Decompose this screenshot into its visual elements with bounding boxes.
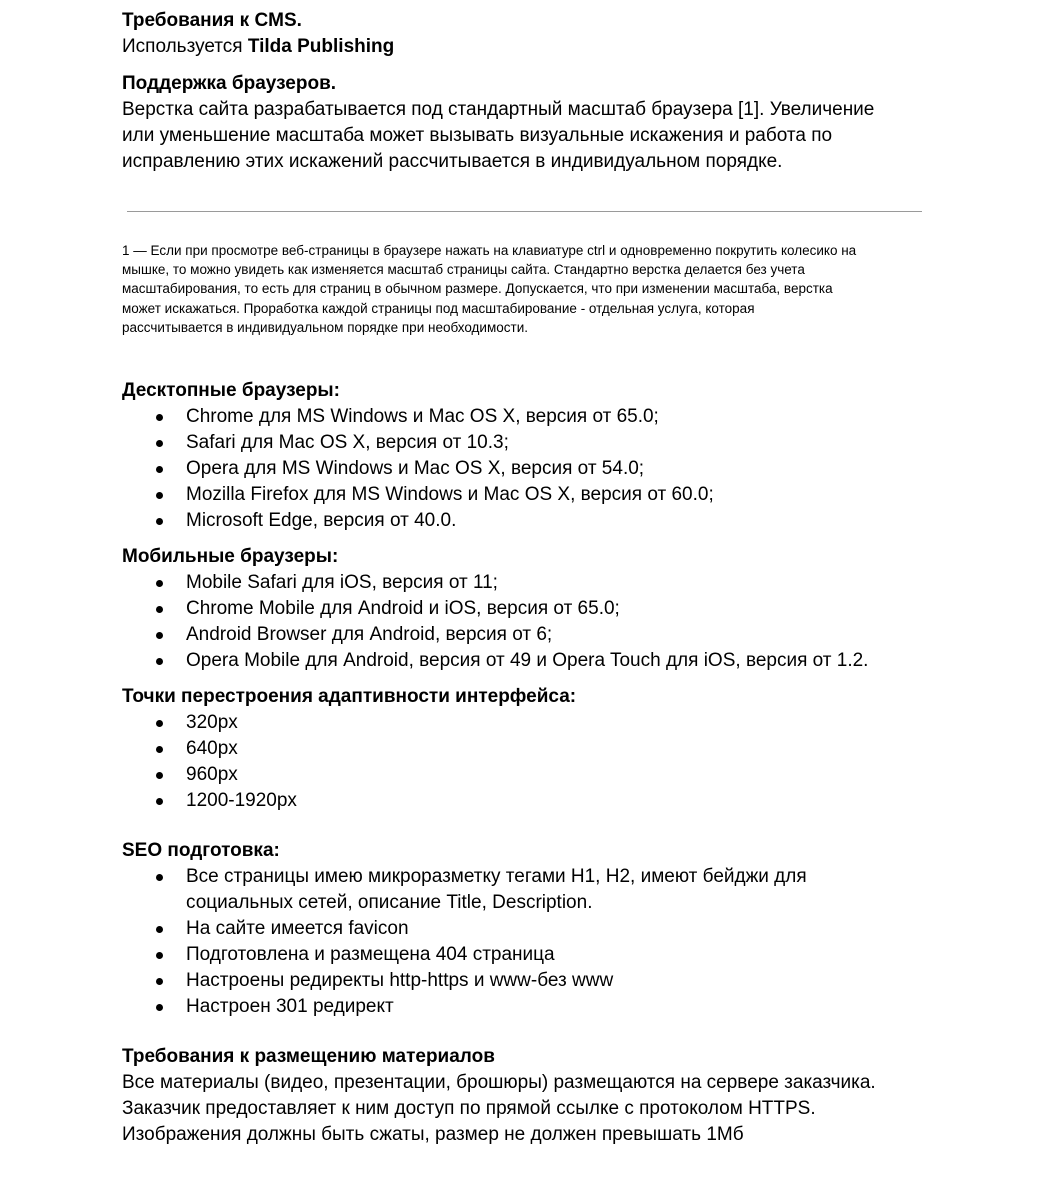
list-item: Safari для Mac OS X, версия от 10.3; — [122, 430, 922, 456]
list-item: Подготовлена и размещена 404 страница — [122, 942, 922, 968]
bullet-icon — [156, 518, 163, 525]
bullet-icon — [156, 874, 163, 881]
bullet-icon — [156, 580, 163, 587]
desktop-browsers-heading: Десктопные браузеры: — [122, 380, 340, 402]
list-item: Chrome для MS Windows и Mac OS X, версия от 65.0; — [122, 404, 922, 430]
footnote-line: может искажаться. Проработка каждой страницы под масштабирование - отдельная услуга, которая — [122, 300, 755, 316]
footnote-line: масштабирования, то есть для страниц в обычном размере. Допускается, что при изменении масштаба, верстка — [122, 281, 833, 297]
seo-list — [122, 864, 922, 1020]
desktop-browsers-list — [122, 404, 922, 534]
bullet-icon — [156, 658, 163, 665]
list-item: 320px — [122, 710, 922, 736]
browser-support-line: Верстка сайта разрабатывается под стандартный масштаб браузера [1]. Увеличение — [122, 99, 875, 120]
mobile-browsers-list — [122, 570, 922, 674]
document-page — [122, 8, 922, 1148]
list-item: Mobile Safari для iOS, версия от 11; — [122, 570, 922, 596]
list-item: Все страницы имею микроразметку тегами H1, H2, имеют бейджи для социальных сетей, описание Title, Description. — [122, 864, 922, 916]
bullet-icon — [156, 632, 163, 639]
list-item: 1200-1920px — [122, 788, 922, 814]
materials-line: Все материалы (видео, презентации, брошюры) размещаются на сервере заказчика. — [122, 1072, 876, 1094]
bullet-icon — [156, 798, 163, 805]
mobile-browsers-heading: Мобильные браузеры: — [122, 546, 339, 568]
bullet-icon — [156, 492, 163, 499]
browser-support-heading: Поддержка браузеров. — [122, 73, 337, 94]
materials-heading: Требования к размещению материалов — [122, 1046, 495, 1068]
list-item: Chrome Mobile для Android и iOS, версия от 65.0; — [122, 596, 922, 622]
list-item: Microsoft Edge, версия от 40.0. — [122, 508, 922, 534]
materials-line: Изображения должны быть сжаты, размер не должен превышать 1Мб — [122, 1124, 744, 1146]
cms-used-prefix: Используется — [122, 36, 248, 57]
browser-support-line: или уменьшение масштаба может вызывать визуальные искажения и работа по — [122, 125, 833, 146]
list-item: Android Browser для Android, версия от 6; — [122, 622, 922, 648]
bullet-icon — [156, 466, 163, 473]
cms-heading: Требования к CMS. — [122, 10, 302, 31]
list-item: Настроены редиректы http-https и www-без www — [122, 968, 922, 994]
breakpoints-heading: Точки перестроения адаптивности интерфейса: — [122, 686, 577, 708]
cms-used — [122, 34, 922, 60]
breakpoints-list — [122, 710, 922, 814]
bullet-icon — [156, 1004, 163, 1011]
list-item: Настроен 301 редирект — [122, 994, 922, 1020]
bullet-icon — [156, 926, 163, 933]
bullet-icon — [156, 414, 163, 421]
materials-line: Заказчик предоставляет к ним доступ по прямой ссылке с протоколом HTTPS. — [122, 1098, 816, 1120]
bullet-icon — [156, 720, 163, 727]
bullet-icon — [156, 978, 163, 985]
footnote-line: мышке, то можно увидеть как изменяется масштаб страницы сайта. Стандартно верстка делается без учета — [122, 262, 805, 278]
bullet-icon — [156, 606, 163, 613]
list-item: Mozilla Firefox для MS Windows и Mac OS X, версия от 60.0; — [122, 482, 922, 508]
browser-support-line: исправлению этих искажений рассчитывается в индивидуальном порядке. — [122, 151, 783, 172]
list-item: Opera для MS Windows и Mac OS X, версия от 54.0; — [122, 456, 922, 482]
footnote — [122, 241, 922, 337]
footnote-line: рассчитывается в индивидуальном порядке при необходимости. — [122, 319, 528, 335]
bullet-icon — [156, 746, 163, 753]
list-item: Opera Mobile для Android, версия от 49 и Opera Touch для iOS, версия от 1.2. — [122, 648, 922, 674]
list-item: 640px — [122, 736, 922, 762]
seo-heading: SEO подготовка: — [122, 840, 280, 862]
list-item: На сайте имеется favicon — [122, 916, 922, 942]
list-item: 960px — [122, 762, 922, 788]
bullet-icon — [156, 952, 163, 959]
footnote-line: 1 — Если при просмотре веб-страницы в браузере нажать на клавиатуре ctrl и одновременно покрутить колесико на — [122, 243, 857, 258]
bullet-icon — [156, 440, 163, 447]
cms-used-value: Tilda Publishing — [247, 36, 395, 57]
footnote-divider — [127, 211, 922, 212]
bullet-icon — [156, 772, 163, 779]
